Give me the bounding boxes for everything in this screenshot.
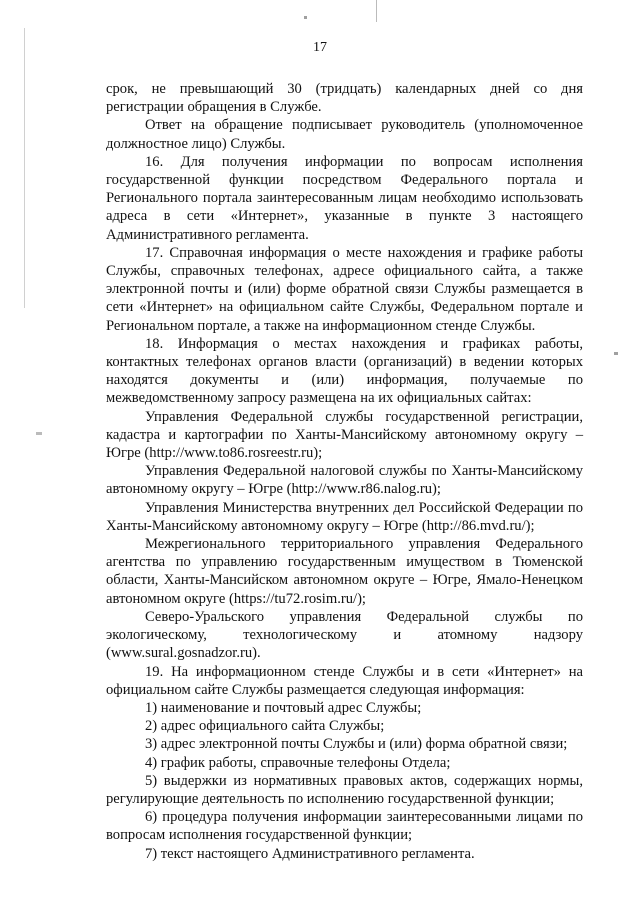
paragraph-mvd: Управления Министерства внутренних дел Российской Федерации по Ханты-Мансийскому автономному округу – Югре (http://86.mvd.ru/);	[106, 499, 583, 534]
scan-artifact-left-line	[24, 28, 25, 308]
list-item-1: 1) наименование и почтовый адрес Службы;	[145, 699, 422, 716]
list-item-3: 3) адрес электронной почты Службы и (или) форма обратной связи;	[145, 736, 568, 753]
scan-artifact-top-dot	[304, 16, 307, 19]
paragraph-17: 17. Справочная информация о месте нахождения и графике работы Службы, справочных телефонах, адресе официального сайта, а также электронной почты и (или) форме обратной связи Службы размещается в сети «Интернет» на официальном сайте Службы, Федеральном портале и Региональном портале, а также на информационном стенде Службы.	[106, 244, 583, 334]
paragraph-rosim: Межрегионального территориального управления Федерального агентства по управлению государственным имуществом в Тюменской области, Ханты-Мансийском автономном округе – Югре, Ямало-Ненецком автономном округе (https://tu72.rosim.ru/);	[106, 536, 583, 607]
list-item-5: 5) выдержки из нормативных правовых актов, содержащих нормы, регулирующие деятельность по исполнению государственной функции;	[106, 772, 583, 807]
paragraph-16: 16. Для получения информации по вопросам исполнения государственной функции посредством Федерального портала и Регионального портала заинтересованным лицам необходимо использовать адреса в сети «Интернет», указанные в пункте 3 настоящего Административного регламента.	[106, 153, 583, 243]
list-item-4: 4) график работы, справочные телефоны Отдела;	[145, 754, 451, 771]
list-item-7: 7) текст настоящего Административного регламента.	[145, 845, 475, 862]
list-item-2: 2) адрес официального сайта Службы;	[145, 718, 385, 735]
scan-artifact-right-speck	[614, 352, 618, 355]
document-body	[106, 80, 583, 863]
paragraph-gosnadzor: Северо-Уральского управления Федеральной службы по экологическому, технологическому и атомному надзору (www.sural.gosnadzor.ru).	[106, 608, 583, 662]
paragraph-18: 18. Информация о местах нахождения и графиках работы, контактных телефонах органов власти (организаций) в ведении которых находятся документы и (или) информация, получаемые по межведомственному запросу размещена на их официальных сайтах:	[106, 335, 583, 407]
scan-artifact-left-speck	[36, 432, 42, 435]
page-number: 17	[313, 40, 327, 55]
paragraph-19: 19. На информационном стенде Службы и в сети «Интернет» на официальном сайте Службы размещается следующая информация:	[106, 663, 583, 698]
paragraph-continuation: срок, не превышающий 30 (тридцать) календарных дней со дня регистрации обращения в Службе.	[106, 81, 583, 116]
paragraph-nalog: Управления Федеральной налоговой службы по Ханты-Мансийскому автономному округу – Югре (http://www.r86.nalog.ru);	[106, 463, 583, 498]
paragraph-rosreestr: Управления Федеральной службы государственной регистрации, кадастра и картографии по Ханты-Мансийскому автономному округу – Югре (http://www.to86.rosreestr.ru);	[106, 408, 583, 462]
paragraph-response-signature: Ответ на обращение подписывает руководитель (уполномоченное должностное лицо) Службы.	[106, 117, 583, 152]
list-item-6: 6) процедура получения информации заинтересованными лицами по вопросам исполнения государственной функции;	[106, 809, 583, 844]
scan-artifact-top-line	[376, 0, 377, 22]
